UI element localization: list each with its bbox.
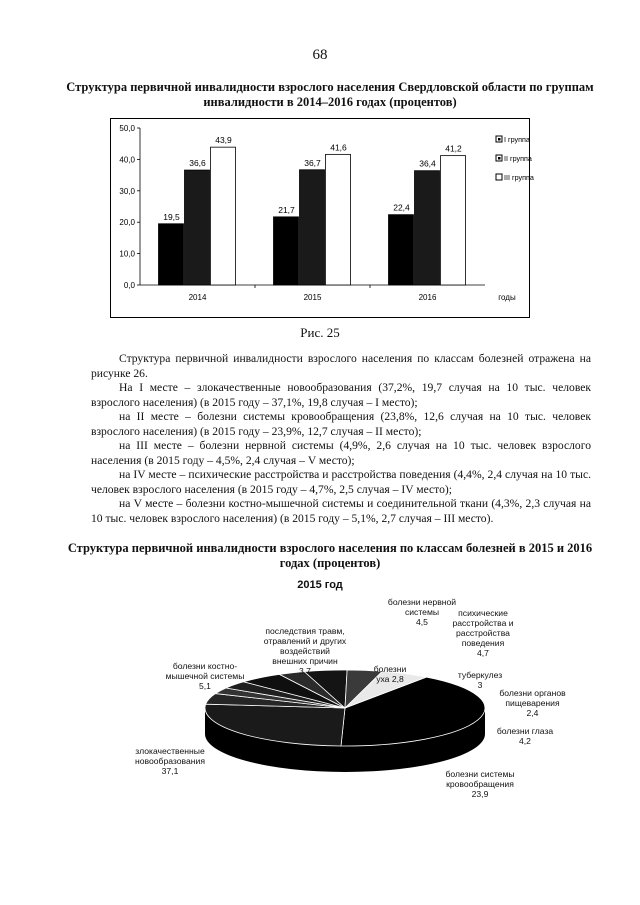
paragraph: на II месте – болезни системы кровообращения (23,8%, 12,6 случая на 10 тыс. человек взрослого населения) (в 2015 году – 23,9%, 12,7 случая – II место); — [91, 410, 591, 438]
legend-swatch-fill — [498, 157, 501, 160]
bar-data-label: 22,4 — [393, 202, 410, 213]
bar-data-label: 21,7 — [278, 204, 295, 215]
pie-label-tuberculosis: туберкулез 3 — [457, 670, 503, 690]
bar — [159, 224, 184, 285]
y-tick-label: 40,0 — [119, 155, 135, 165]
bar — [185, 170, 210, 285]
pie-label-oncology: злокачественные новообразования 37,1 — [134, 746, 205, 776]
legend-swatch-fill — [498, 138, 501, 141]
y-tick-label: 30,0 — [119, 186, 135, 196]
y-tick-label: 0,0 — [123, 281, 135, 290]
pie-label-trauma: последствия травм, отравлений и других воздействий внешних причин 3,7 — [263, 626, 347, 676]
bar-data-label: 36,6 — [189, 158, 206, 169]
pie-year-label: 2015 год — [297, 579, 343, 591]
legend-label: II группа — [504, 154, 532, 163]
legend-label: III группа — [504, 173, 534, 182]
bar — [441, 156, 466, 285]
pie-label-digestive: болезни органов пищеварения 2,4 — [499, 688, 566, 718]
pie-label-nervous: болезни нервной системы 4,5 — [387, 597, 457, 627]
y-tick-label: 20,0 — [119, 218, 135, 228]
paragraph: На I месте – злокачественные новообразования (37,2%, 19,7 случая на 10 тыс. человек взрослого населения) (в 2015 году – 37,1%, 19,8 случая – I место); — [91, 381, 591, 409]
bar-data-label: 36,4 — [419, 158, 436, 169]
pie-label-musculoskeletal: болезни костно- мышечной системы 5,1 — [165, 661, 245, 691]
figure-25-title: Структура первичной инвалидности взрослого населения Свердловской области по группам инвалидности в 2014–2016 годах (процентов) — [66, 80, 594, 109]
paragraph: на V месте – болезни костно-мышечной системы и соединительной ткани (4,3%, 2,3 случая на 10 тыс. человек взрослого населения) (в 2015 году – 5,1%, 2,7 случая – III место). — [91, 497, 591, 525]
y-tick-label: 10,0 — [119, 249, 135, 259]
figure-26-title: Структура первичной инвалидности взрослого населения по классам болезней в 2015 и 2016 годах (процентов) — [67, 541, 593, 570]
page-number: 68 — [312, 47, 328, 63]
paragraph: на IV месте – психические расстройства и расстройства поведения (4,4%, 2,4 случая на 10 тыс. человек взрослого населения (в 2015 году – 4,7%, 2,5 случая – IV место); — [91, 468, 591, 496]
legend-label: I группа — [504, 135, 530, 144]
paragraph: на III месте – болезни нервной системы (4,9%, 2,6 случая на 10 тыс. человек взрослого населения (в 2015 году – 4,5%, 2,4 случая – V место); — [91, 439, 591, 467]
bar — [389, 215, 414, 285]
bar-data-label: 41,2 — [445, 143, 462, 154]
paragraph: Структура первичной инвалидности взрослого населения по классам болезней отражена на рисунке 26. — [91, 352, 591, 380]
bar — [326, 154, 351, 285]
pie-label-ear: болезни уха 2,8 — [373, 664, 407, 684]
chart-bars — [159, 135, 466, 285]
bar — [415, 171, 440, 285]
bar-data-label: 43,9 — [215, 135, 232, 146]
figure-25-caption: Рис. 25 — [300, 325, 340, 340]
bar-data-label: 36,7 — [304, 157, 321, 168]
pie-label-eye: болезни глаза 4,2 — [496, 726, 554, 746]
bar — [300, 170, 325, 285]
bar — [211, 147, 236, 285]
legend-swatch — [496, 174, 502, 180]
body-text — [91, 352, 591, 526]
bar-data-label: 41,6 — [330, 142, 347, 153]
x-tick-label: 2014 — [188, 293, 207, 302]
bar-data-label: 19,5 — [163, 211, 180, 222]
x-tick-label: 2016 — [418, 293, 437, 302]
bar — [274, 217, 299, 285]
x-tick-label: 2015 — [303, 293, 322, 302]
x-axis-label: годы — [498, 293, 516, 302]
pie-label-mental: психические расстройства и расстройства поведения 4,7 — [452, 608, 514, 658]
pie-label-circulatory: болезни системы кровообращения 23,9 — [445, 769, 515, 799]
y-tick-label: 50,0 — [119, 124, 135, 133]
bar-chart-disability-groups — [110, 118, 534, 318]
chart-legend — [496, 135, 534, 182]
